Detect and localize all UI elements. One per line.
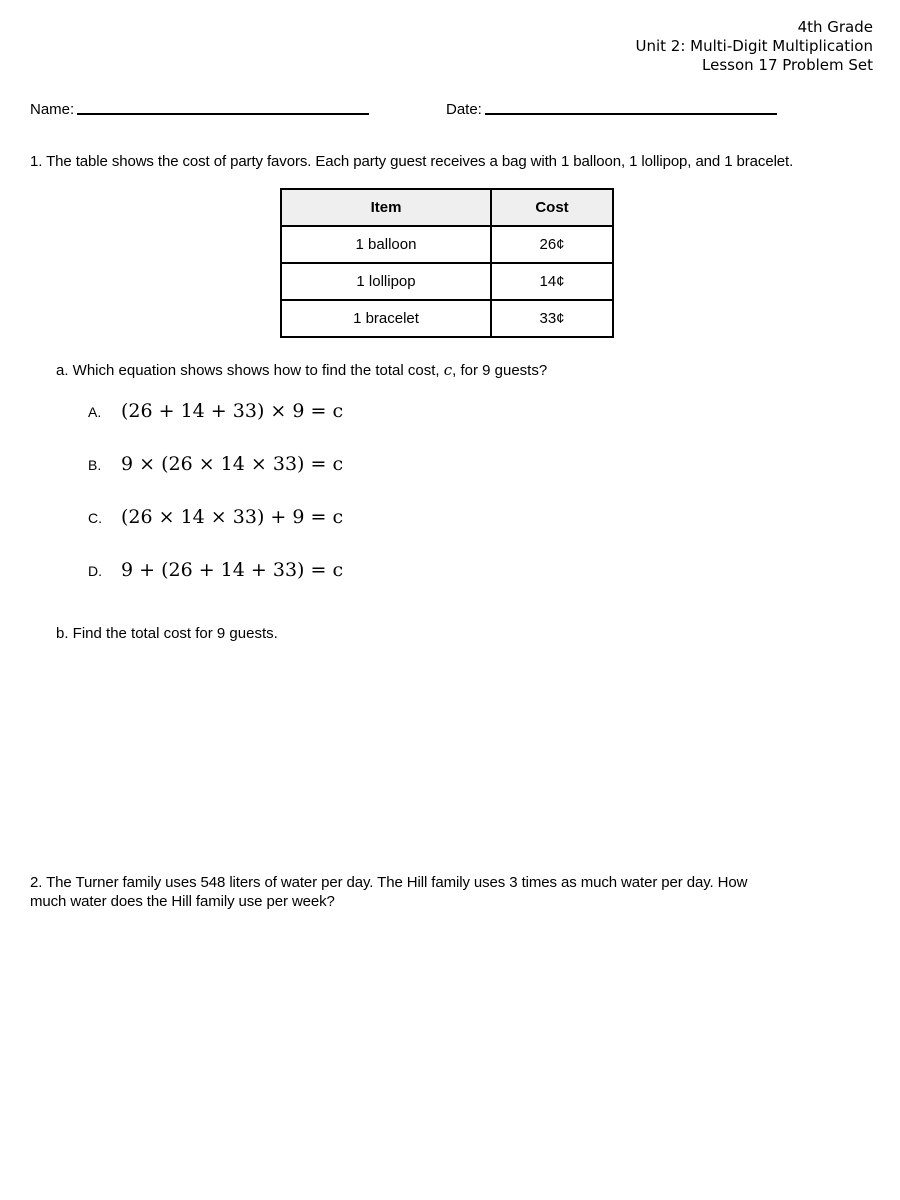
choice-c[interactable] xyxy=(88,506,343,528)
name-label: Name: xyxy=(30,101,75,118)
item-cell: 1 balloon xyxy=(281,226,491,263)
problem-2-prompt xyxy=(30,873,747,911)
item-cell: 1 lollipop xyxy=(281,263,491,300)
cost-cell: 14¢ xyxy=(491,263,613,300)
choice-expression: (26 × 14 × 33) + 9 = c xyxy=(121,506,344,528)
date-field xyxy=(446,101,777,118)
problem-2-line-1: 2. The Turner family uses 548 liters of water per day. The Hill family uses 3 times as much water per day. How xyxy=(30,874,748,891)
party-favor-table xyxy=(280,188,614,338)
choice-letter: B. xyxy=(88,457,102,473)
table-row xyxy=(281,263,613,300)
grade-label: 4th Grade xyxy=(797,18,873,36)
table-row xyxy=(281,226,613,263)
problem-2-line-2: much water does the Hill family use per week? xyxy=(30,893,335,910)
name-line[interactable] xyxy=(77,113,369,115)
header-item: Item xyxy=(281,189,491,226)
part-a-suffix: , for 9 guests? xyxy=(452,362,548,379)
choice-letter: C. xyxy=(88,510,102,526)
choice-d[interactable] xyxy=(88,559,343,581)
cost-cell: 33¢ xyxy=(491,300,613,337)
lesson-label: Lesson 17 Problem Set xyxy=(702,56,873,74)
cost-cell: 26¢ xyxy=(491,226,613,263)
date-line[interactable] xyxy=(485,113,777,115)
choice-letter: A. xyxy=(88,404,102,420)
problem-1-prompt: 1. The table shows the cost of party favors. Each party guest receives a bag with 1 balloon, 1 lollipop, and 1 bracelet. xyxy=(30,153,794,170)
choice-a[interactable] xyxy=(88,400,343,422)
item-cell: 1 bracelet xyxy=(281,300,491,337)
choice-expression: 9 × (26 × 14 × 33) = c xyxy=(121,453,344,475)
part-a-variable: c xyxy=(443,361,453,379)
name-field xyxy=(30,101,369,118)
choice-expression: (26 + 14 + 33) × 9 = c xyxy=(121,400,344,422)
choice-b[interactable] xyxy=(88,453,343,475)
part-a-prompt xyxy=(56,361,547,379)
part-b-prompt: b. Find the total cost for 9 guests. xyxy=(56,625,278,642)
date-label: Date: xyxy=(446,101,482,118)
choice-expression: 9 + (26 + 14 + 33) = c xyxy=(121,559,344,581)
table-header-row xyxy=(281,189,613,226)
part-a-prefix: a. Which equation shows shows how to find the total cost, xyxy=(56,362,444,379)
unit-label: Unit 2: Multi-Digit Multiplication xyxy=(635,37,873,55)
choice-letter: D. xyxy=(88,563,102,579)
worksheet-header xyxy=(636,18,874,75)
header-cost: Cost xyxy=(491,189,613,226)
table-row xyxy=(281,300,613,337)
